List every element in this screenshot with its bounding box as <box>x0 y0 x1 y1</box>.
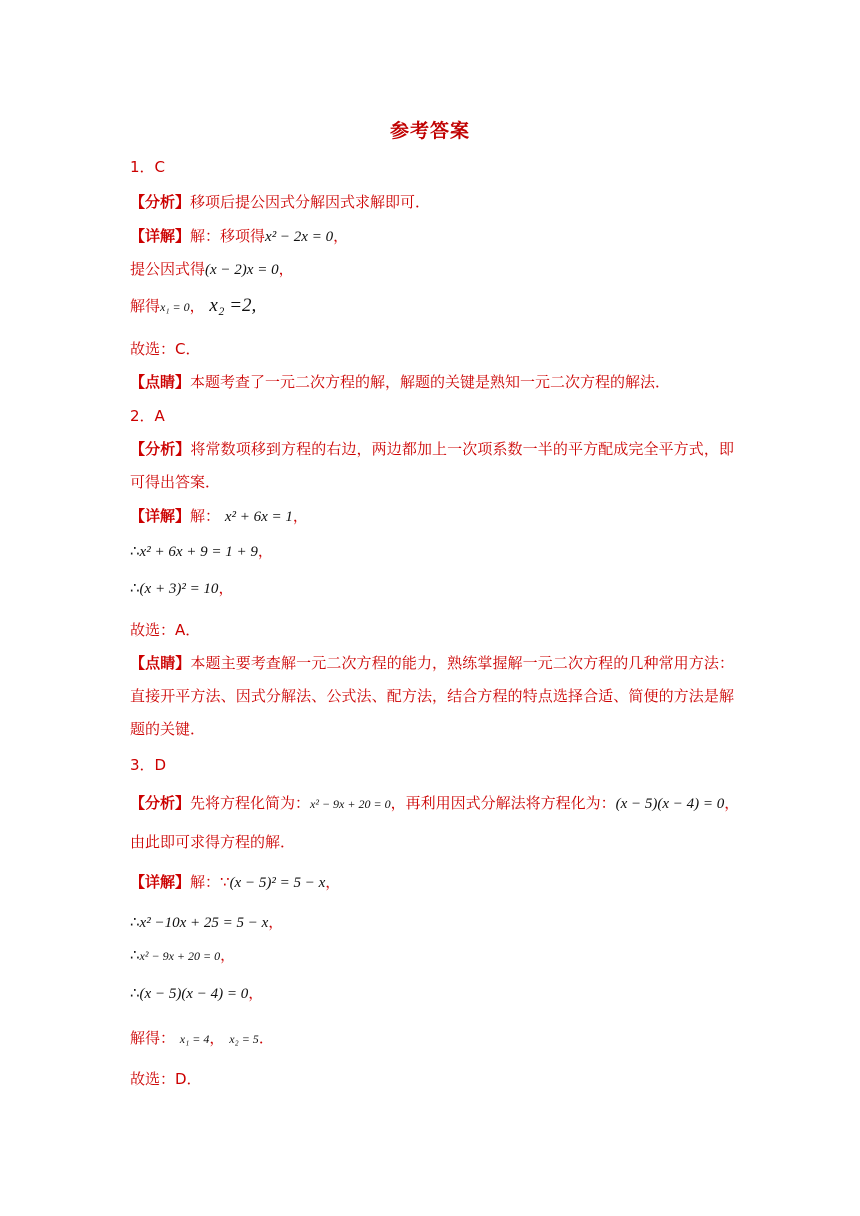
equation: (x − 5)(x − 4) = 0 <box>139 986 249 1002</box>
therefore-symbol: ∴ <box>130 579 140 597</box>
equation: x₁ = 4 <box>179 1032 210 1046</box>
analysis-text: 将常数项移到方程的右边，两边都加上一次项系数一半的平方配成完全平方式，即可得出答案． <box>130 440 734 491</box>
equation: x² − 9x + 20 = 0 <box>139 949 221 963</box>
q1-choice: 故选：C． <box>130 340 201 358</box>
q2-number: 2．A <box>130 407 165 425</box>
q3-step-1: ∴x² −10x + 25 = 5 − x， <box>130 913 284 931</box>
detail-tag: 【详解】 <box>130 227 191 245</box>
equation: x² −10x + 25 = 5 − x <box>139 915 269 931</box>
q3-analysis-cont: 由此即可求得方程的解． <box>130 833 296 851</box>
q3-number: 3．D <box>130 756 167 774</box>
equation: (x + 3)² = 10 <box>139 581 219 597</box>
therefore-symbol: ∴ <box>130 913 140 931</box>
q2-comment <box>130 647 734 746</box>
q2-step-2: ∴(x + 3)² = 10， <box>130 579 234 597</box>
equation: x² + 6x = 1 <box>224 509 293 525</box>
page-title: 参考答案 <box>389 120 470 142</box>
q3-step-2: ∴x² − 9x + 20 = 0， <box>130 946 236 964</box>
q3-detail: 【详解】解：∵(x − 5)² = 5 − x， <box>130 873 341 891</box>
q1-comment <box>130 372 740 392</box>
comment-tag: 【点睛】 <box>130 373 191 391</box>
q2-choice: 故选：A． <box>130 621 201 639</box>
equation: (x − 2)x = 0 <box>205 262 279 278</box>
analysis-tag: 【分析】 <box>130 193 191 211</box>
analysis-tag: 【分析】 <box>130 440 191 458</box>
equation: x² − 2x = 0 <box>265 229 334 245</box>
therefore-symbol: ∴ <box>130 946 140 964</box>
q1-factor-line: 提公因式得(x − 2)x = 0， <box>130 260 294 278</box>
q3-step-3: ∴(x − 5)(x − 4) = 0， <box>130 984 264 1002</box>
comment-tag: 【点睛】 <box>130 654 191 672</box>
q2-step-1: ∴x² + 6x + 9 = 1 + 9， <box>130 542 273 560</box>
detail-tag: 【详解】 <box>130 507 191 525</box>
q1-detail: 【详解】解：移项得x² − 2x = 0， <box>130 227 349 245</box>
q2-analysis <box>130 433 734 499</box>
q2-detail: 【详解】解： x² + 6x = 1， <box>130 507 308 525</box>
equation: x² − 9x + 20 = 0 <box>310 797 391 811</box>
therefore-symbol: ∴ <box>130 984 140 1002</box>
equation: x₂ = 5 <box>229 1032 259 1046</box>
comment-text: 本题考查了一元二次方程的解，解题的关键是熟知一元二次方程的解法． <box>190 373 671 391</box>
analysis-tag: 【分析】 <box>130 794 191 812</box>
q3-solution-line: 解得： x₁ = 4， x₂ = 5． <box>130 1029 274 1047</box>
q1-solution-line: 解得x₁ = 0， x₂ =2, <box>130 295 257 316</box>
equation: x² + 6x + 9 = 1 + 9 <box>139 544 258 560</box>
q1-number: 1．C <box>130 158 166 176</box>
q3-choice: 故选：D． <box>130 1070 202 1088</box>
q1-analysis <box>130 192 740 212</box>
q3-analysis: 【分析】先将方程化简为：x² − 9x + 20 = 0，再利用因式分解法将方程化为：(x − 5)(x − 4) = 0， <box>130 794 740 812</box>
therefore-symbol: ∴ <box>130 542 140 560</box>
equation: x₁ = 0 <box>160 300 190 314</box>
detail-tag: 【详解】 <box>130 873 191 891</box>
analysis-text: 移项后提公因式分解因式求解即可． <box>190 193 431 211</box>
comment-text: 本题主要考查解一元二次方程的能力，熟练掌握解一元二次方程的几种常用方法：直接开平方法、因式分解法、公式法、配方法，结合方程的特点选择合适、简便的方法是解题的关键． <box>130 654 734 738</box>
equation: x₂ =2, <box>209 295 257 316</box>
equation: (x − 5)² = 5 − x <box>229 875 326 891</box>
equation: (x − 5)(x − 4) = 0 <box>615 796 725 812</box>
